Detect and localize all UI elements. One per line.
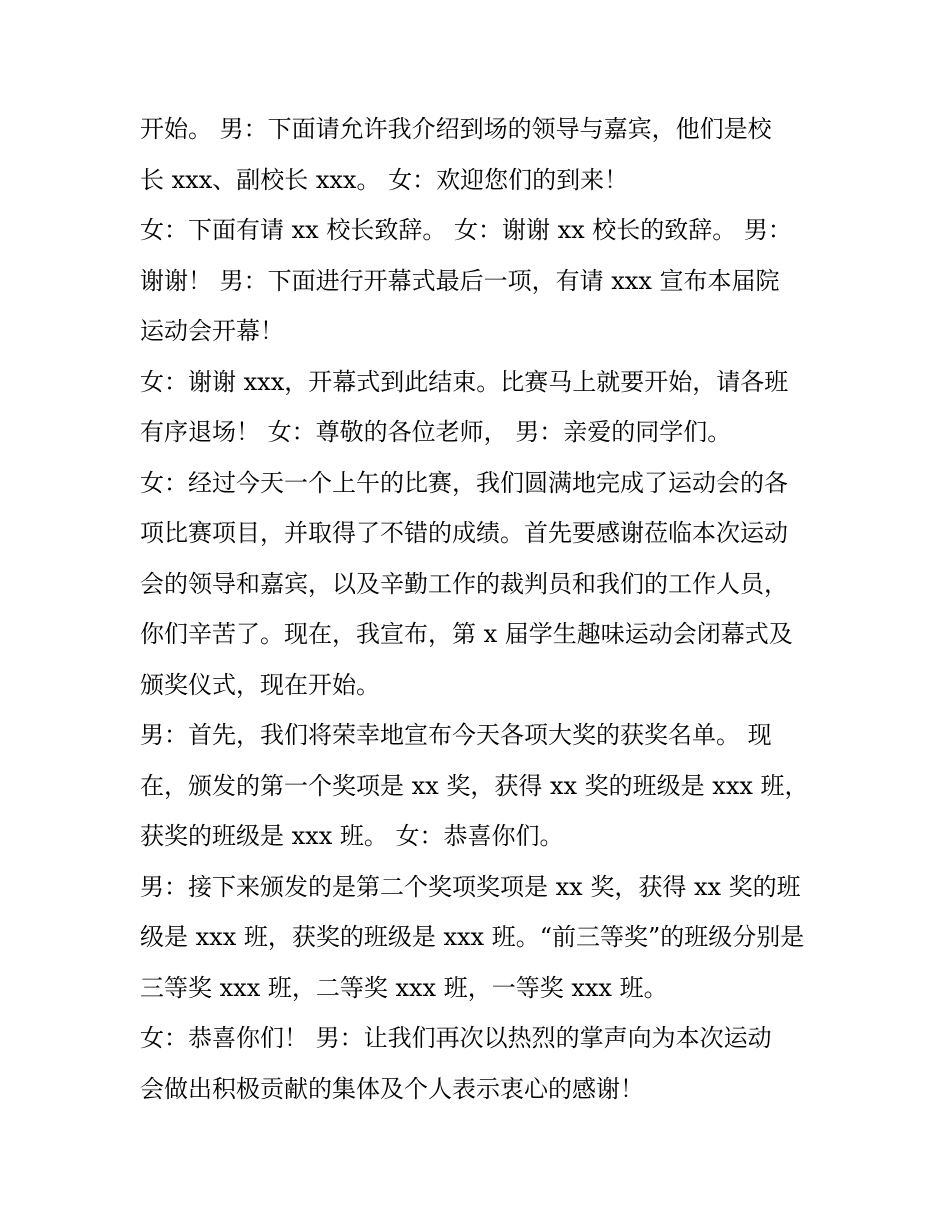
text-line: 获奖的班级是 xxx 班。 女：恭喜你们。 (140, 822, 564, 850)
text-line: 运动会开幕！ (140, 317, 284, 345)
text-line: 男：接下来颁发的是第二个奖项奖项是 xx 奖，获得 xx 奖的班 (140, 872, 801, 901)
text-line: 三等奖 xxx 班，二等奖 xxx 班，一等奖 xxx 班。 (140, 973, 668, 1002)
text-line: 在，颁发的第一个奖项是 xx 奖，获得 xx 奖的班级是 xxx 班， (140, 771, 809, 800)
text-line: 女：恭喜你们！ 男：让我们再次以热烈的掌声向为本次运动 (140, 1024, 772, 1052)
text-line: 会的领导和嘉宾，以及辛勤工作的裁判员和我们的工作人员， (140, 569, 788, 598)
text-line: 你们辛苦了。现在，我宣布，第 x 届学生趣味运动会闭幕式及 (140, 620, 793, 648)
document-body-text (140, 104, 820, 1114)
text-line: 女：下面有请 xx 校长致辞。 女：谢谢 xx 校长的致辞。 男： (140, 216, 792, 244)
text-line: 谢谢！ 男：下面进行开幕式最后一项，有请 xxx 宣布本届院 (140, 266, 780, 295)
text-line: 有序退场！ 女：尊敬的各位老师， 男：亲爱的同学们。 (140, 418, 732, 446)
text-line: 开始。 男：下面请允许我介绍到场的领导与嘉宾，他们是校 (140, 115, 772, 143)
text-line: 颁奖仪式，现在开始。 (140, 670, 380, 699)
text-line: 级是 xxx 班，获奖的班级是 xxx 班。“前三等奖”的班级分别是 (140, 923, 805, 951)
text-line: 女：谢谢 xxx，开幕式到此结束。比赛马上就要开始，请各班 (140, 367, 789, 396)
text-line: 会做出积极贡献的集体及个人表示衷心的感谢！ (140, 1074, 644, 1103)
text-line: 项比赛项目，并取得了不错的成绩。首先要感谢莅临本次运动 (140, 519, 788, 547)
text-line: 女：经过今天一个上午的比赛，我们圆满地完成了运动会的各 (140, 468, 788, 497)
text-line: 长 xxx、副校长 xxx。 女：欢迎您们的到来！ (140, 165, 629, 194)
text-line: 男：首先，我们将荣幸地宣布今天各项大奖的获奖名单。 现 (140, 721, 772, 749)
